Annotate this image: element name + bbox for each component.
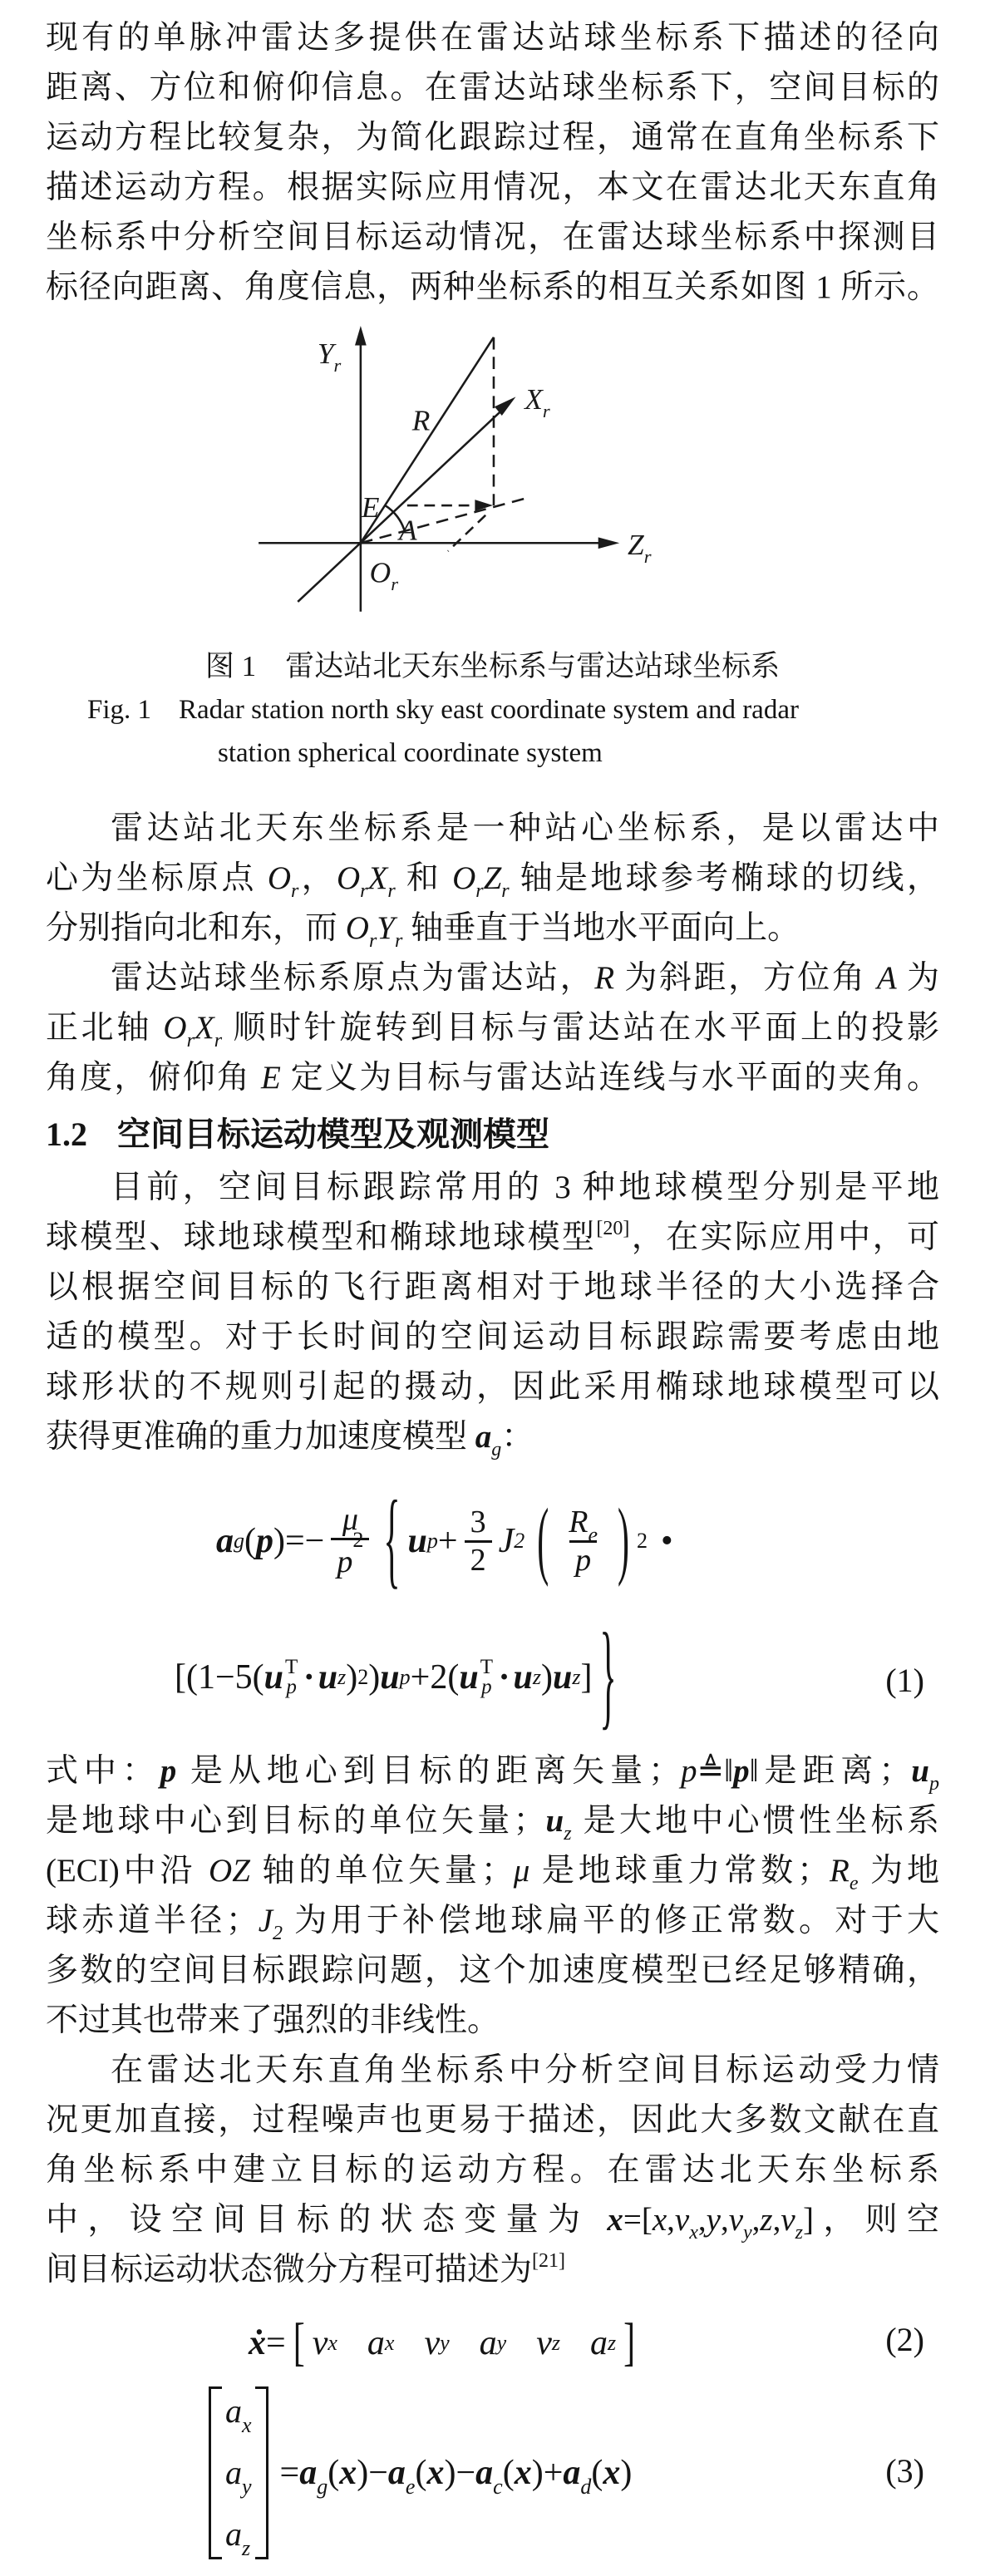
label-x-axis: $X_r$ [525,382,550,421]
text-line: 运动方程比较复杂，为简化跟踪过程，通常在直角坐标系下 [46,120,939,155]
matrix-entry: $a_x$ [225,2392,252,2437]
text-line: 角度，俯仰角 E 定义为目标与雷达站连线与水平面的夹角。 [46,1060,939,1096]
section-heading-1-2 [46,1115,939,1155]
figure-caption-en-line2: station spherical coordinate system [218,738,603,768]
text-line: 在雷达北天东直角坐标系中分析空间目标运动受力情 [111,2052,939,2088]
label-z-axis: $Z_r$ [628,527,652,567]
text-line: 距离、方位和俯仰信息。在雷达站球坐标系下，空间目标的 [46,70,939,106]
text-line: 坐标系中分析空间目标运动情况，在雷达球坐标系中探测目 [46,219,939,255]
text-line: 分别指向北和东，而 $O_rY_r$ 轴垂直于当地水平面向上。 [46,910,800,952]
label-y-axis: $Y_r$ [317,337,342,376]
paragraph-symbol-definitions [46,1746,939,2046]
section-title: 空间目标运动模型及观测模型 [117,1116,549,1153]
equation-2-row: ẋ = [ v x a x v y a y v z a z ] [249,2314,636,2372]
text-line: 获得更准确的重力加速度模型 $a_g$： [46,1419,534,1460]
text-line: 现有的单脉冲雷达多提供在雷达站球坐标系下描述的径向 [46,20,939,56]
plane-parallel-dash [448,515,485,551]
y-axis-arrowhead-icon [355,326,367,346]
text-line: 目前，空间目标跟踪常用的 3 种地球模型分别是平地 [111,1170,939,1205]
z-axis-arrowhead-icon [598,537,620,549]
text-line: 标径向距离、角度信息，两种坐标系的相互关系如图 1 所示。 [46,269,939,305]
text-line: 式中：p 是从地心到目标的距离矢量；p≜‖p‖是距离；$u_p$ [46,1753,939,1795]
text-line: 心为坐标原点 $O_r$，$O_rX_r$ 和 $O_rZ_r$ 轴是地球参考椭球的切线， [46,860,939,902]
text-line: (ECI)中沿 OZ 轴的单位矢量；μ 是地球重力常数；$R_e$ 为地 [46,1853,939,1894]
text-line: 雷达站北天东坐标系是一种站心坐标系，是以雷达中 [111,810,939,846]
text-line: 多数的空间目标跟踪问题，这个加速度模型已经足够精确， [46,1953,939,1988]
text-line: 适的模型。对于长时间的空间运动目标跟踪需要考虑由地 [46,1319,939,1355]
equation-3-number: (3) [885,2452,924,2490]
text-line: 球赤道半径；$J_2$ 为用于补偿地球扁平的修正常数。对于大 [46,1903,939,1944]
equation-3-acceleration [46,2386,939,2559]
text-line: 描述运动方程。根据实际应用情况，本文在雷达北天东直角 [46,170,939,205]
text-line: 况更加直接，过程噪声也更易于描述，因此大多数文献在直 [46,2102,939,2138]
text-line: 是地球中心到目标的单位矢量；$u_z$ 是大地中心惯性坐标系 [46,1803,939,1845]
matrix-entry: $a_y$ [225,2454,252,2499]
label-range: R [411,403,431,437]
text-line: 中，设空间目标的状态变量为 $x=[x,v_x,y,v_y,z,v_z]$，则空 [46,2202,939,2244]
label-elevation: E [361,490,380,524]
range-vector-line [361,337,494,547]
equation-2-number: (2) [885,2321,924,2358]
text-line: 球形状的不规则引起的摄动，因此采用椭球地球模型可以 [46,1369,939,1405]
coordinate-system-diagram [222,324,671,644]
equation-1-row2: [(1−5( u T p · u z ) 2 ) u p +2( u T p · u z ) u z ] } [175,1612,617,1743]
figure-1-coordinate-diagram [222,324,939,644]
figure-caption-en-line1: Fig. 1 Radar station north sky east coordinate system and radar [87,695,799,725]
equation-1-gravity-model [46,1479,939,1743]
text-line: 角坐标系中建立目标的运动方程。在雷达北天东坐标系 [46,2152,939,2188]
paragraph-state-equation [46,2046,939,2295]
text-line: 正北轴 $O_rX_r$ 顺时针旋转到目标与雷达站在水平面上的投影 [46,1010,939,1052]
paragraph-intro [46,13,939,313]
equation-1-row1: a g ( p )=− $\frac{\mu}{p^2}$ { u p + $\frac{3}{2}$ J 2 ( $\frac{R_e}{p}$ ) 2 • [216,1481,673,1601]
text-line: 间目标运动状态微分方程可描述为[21] [46,2250,565,2288]
section-number: 1.2 [46,1116,87,1153]
paragraph-ned-system [46,804,939,953]
paragraph-earth-models [46,1163,939,1462]
text-line: 雷达站球坐标系原点为雷达站，R 为斜距，方位角 A 为 [111,960,939,996]
text-line: 球模型、球地球模型和椭球地球模型[20]，在实际应用中，可 [46,1218,939,1255]
figure-caption-zh: 图 1 雷达站北天东坐标系与雷达站球坐标系 [204,650,781,682]
label-origin: $O_r$ [369,555,399,595]
paragraph-spherical-system [46,953,939,1103]
equation-1-number: (1) [885,1662,924,1699]
equation-3-rhs: $=a_g(x)-a_e(x)-a_c(x)+a_d(x)$ [279,2454,633,2499]
equation-2-state-derivative [46,2314,939,2372]
text-line: 以根据空间目标的飞行距离相对于地球半径的大小选择合 [46,1269,939,1305]
acceleration-column-vector [209,2386,268,2559]
label-azimuth: A [399,513,417,547]
text-line: 不过其也带来了强烈的非线性。 [46,2002,500,2038]
matrix-entry: $a_z$ [225,2515,251,2560]
